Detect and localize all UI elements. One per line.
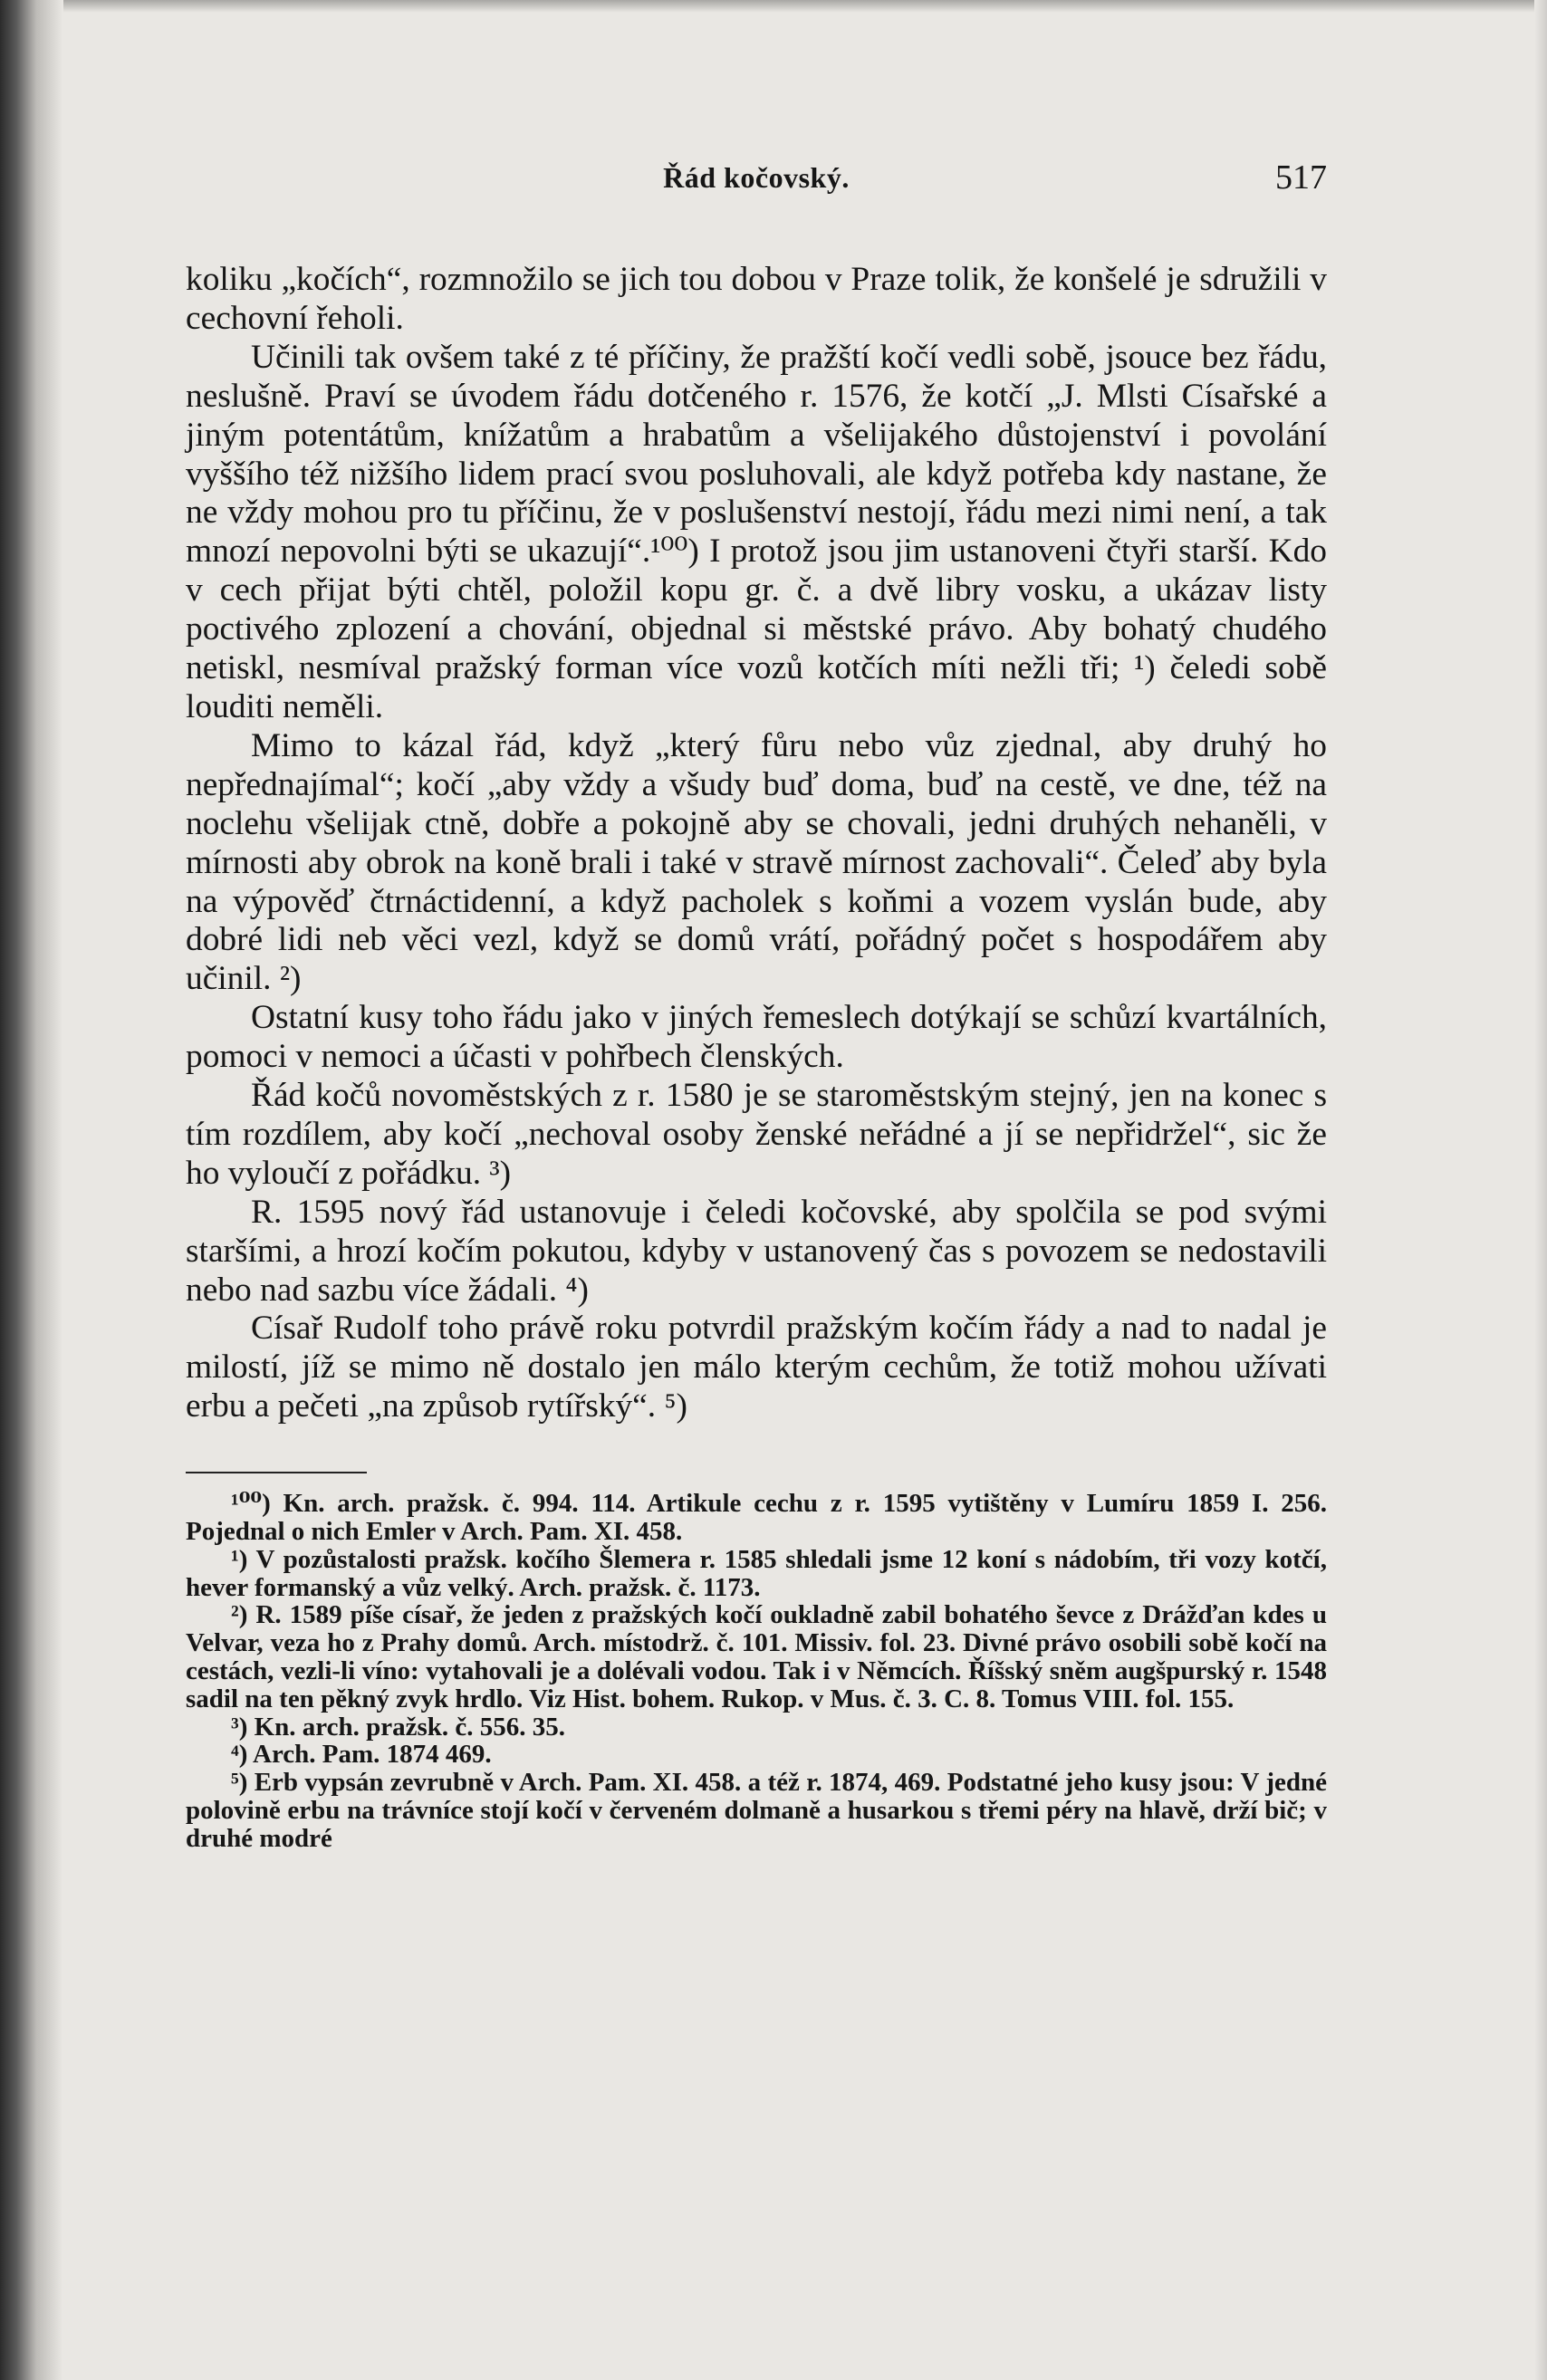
footnote-1: ¹) V pozůstalosti pražsk. kočího Šlemera r. 1585 shledali jsme 12 koní s nádobím, tři vozy kotčí, hever formanský a vůz velký. Arch. pražsk. č. 1173.	[186, 1544, 1327, 1602]
body-text	[186, 261, 1327, 1426]
footnote-4: ⁴) Arch. Pam. 1874 469.	[231, 1740, 492, 1770]
paragraph-3: Mimo to kázal řád, když „který fůru nebo vůz zjednal, aby druhý ho nepřednajímal“; kočí „aby vždy a všudy buď doma, buď na cestě, ve dne, též na noclehu všelijak ctně, dobře a pokojně aby se chovali, jedni druhých nehaněli, v mírnosti aby obrok na koně brali i také v stravě mírnost zachovali“. Čeleď aby byla na výpověď čtrnáctidenní, a když pacholek s koňmi a vozem vyslán bude, aby dobré lidi neb věci vezl, když se domů vrátí, pořádný počet s hospodářem aby učinil. ²)	[186, 726, 1327, 998]
book-page	[186, 152, 1327, 2253]
running-head	[186, 152, 1327, 206]
footnote-3: ³) Kn. arch. pražsk. č. 556. 35.	[231, 1712, 566, 1742]
footnote-100: ¹⁰⁰) Kn. arch. pražsk. č. 994. 114. Artikule cechu z r. 1595 vytištěny v Lumíru 1859 I. 256. Pojednal o nich Emler v Arch. Pam. XI. 458.	[186, 1489, 1327, 1546]
footnotes	[186, 1490, 1327, 1852]
paragraph-5: Řád kočů novoměstských z r. 1580 je se staroměstským stejný, jen na konec s tím rozdílem, aby kočí „nechoval osoby ženské neřádné a jí se nepřidržel“, sic že ho vyloučí z pořádku. ³)	[186, 1077, 1327, 1192]
footnote-2: ²) R. 1589 píše císař, že jeden z pražských kočí oukladně zabil bohatého ševce z Drážďan kdes u Velvar, veza ho z Prahy domů. Arch. místodrž. č. 101. Missiv. fol. 23. Divné právo osobili sobě kočí na cestách, vezli-li víno: vytahovali je a dolévali vodou. Tak i v Němcích. Říšský sněm augšpurský r. 1548 sadil na ten pěkný zvyk hrdlo. Viz Hist. bohem. Rukop. v Mus. č. 3. C. 8. Tomus VIII. fol. 155.	[186, 1600, 1327, 1713]
scan-top-edge	[0, 0, 1547, 13]
scan-binding-shadow	[0, 0, 63, 2380]
paragraph-7: Císař Rudolf toho právě roku potvrdil pražským kočím řády a nad to nadal je milostí, jíž se mimo ně dostalo jen málo kterým cechům, že totiž mohou užívati erbu a pečeti „na způsob rytířský“. ⁵)	[186, 1310, 1327, 1425]
paragraph-1: koliku „kočích“, rozmnožilo se jich tou dobou v Praze tolik, že konšelé je sdružili v cechovní řeholi.	[186, 261, 1327, 337]
paragraph-6: R. 1595 nový řád ustanovuje i čeledi kočovské, aby spolčila se pod svými staršími, a hrozí kočím pokutou, kdyby v ustanovený čas s povozem se nedostavili nebo nad sazbu více žádali. ⁴)	[186, 1193, 1327, 1309]
scan-right-edge	[1534, 0, 1547, 2380]
paragraph-4: Ostatní kusy toho řádu jako v jiných řemeslech dotýkají se schůzí kvartálních, pomoci v nemoci a účasti v pohřbech členských.	[186, 999, 1327, 1076]
page-number: 517	[1275, 158, 1327, 197]
paragraph-2: Učinili tak ovšem také z té příčiny, že pražští kočí vedli sobě, jsouce bez řádu, neslušně. Praví se úvodem řádu dotčeného r. 1576, že kotčí „J. Mlsti Císařské a jiným potentátům, knížatům a hrabatům a všelijakého důstojenství i povolání vyššího též nižšího lidem prací svou posluhovali, ale když potřeba kdy nastane, že ne vždy mohou pro tu příčinu, že v poslušenství nestojí, řádu mezi nimi není, a tak mnozí nepovolni býti se ukazují“.¹⁰⁰) I protož jsou jim ustanoveni čtyři starší. Kdo v cech přijat býti chtěl, položil kopu gr. č. a dvě libry vosku, a ukázav listy poctivého zplození a chování, objednal si městské právo. Aby bohatý chudého netiskl, nesmíval pražský forman více vozů kotčích míti nežli tři; ¹) čeledi sobě louditi neměli.	[186, 338, 1327, 725]
footnote-separator	[186, 1472, 367, 1473]
footnote-5: ⁵) Erb vypsán zevrubně v Arch. Pam. XI. 458. a též r. 1874, 469. Podstatné jeho kusy jsou: V jedné polovině erbu na trávníce stojí kočí v červeném dolmaně a husarkou s třemi péry na hlavě, drží bič; v druhé modré	[186, 1768, 1327, 1853]
running-head-title: Řád kočovský.	[663, 161, 850, 194]
